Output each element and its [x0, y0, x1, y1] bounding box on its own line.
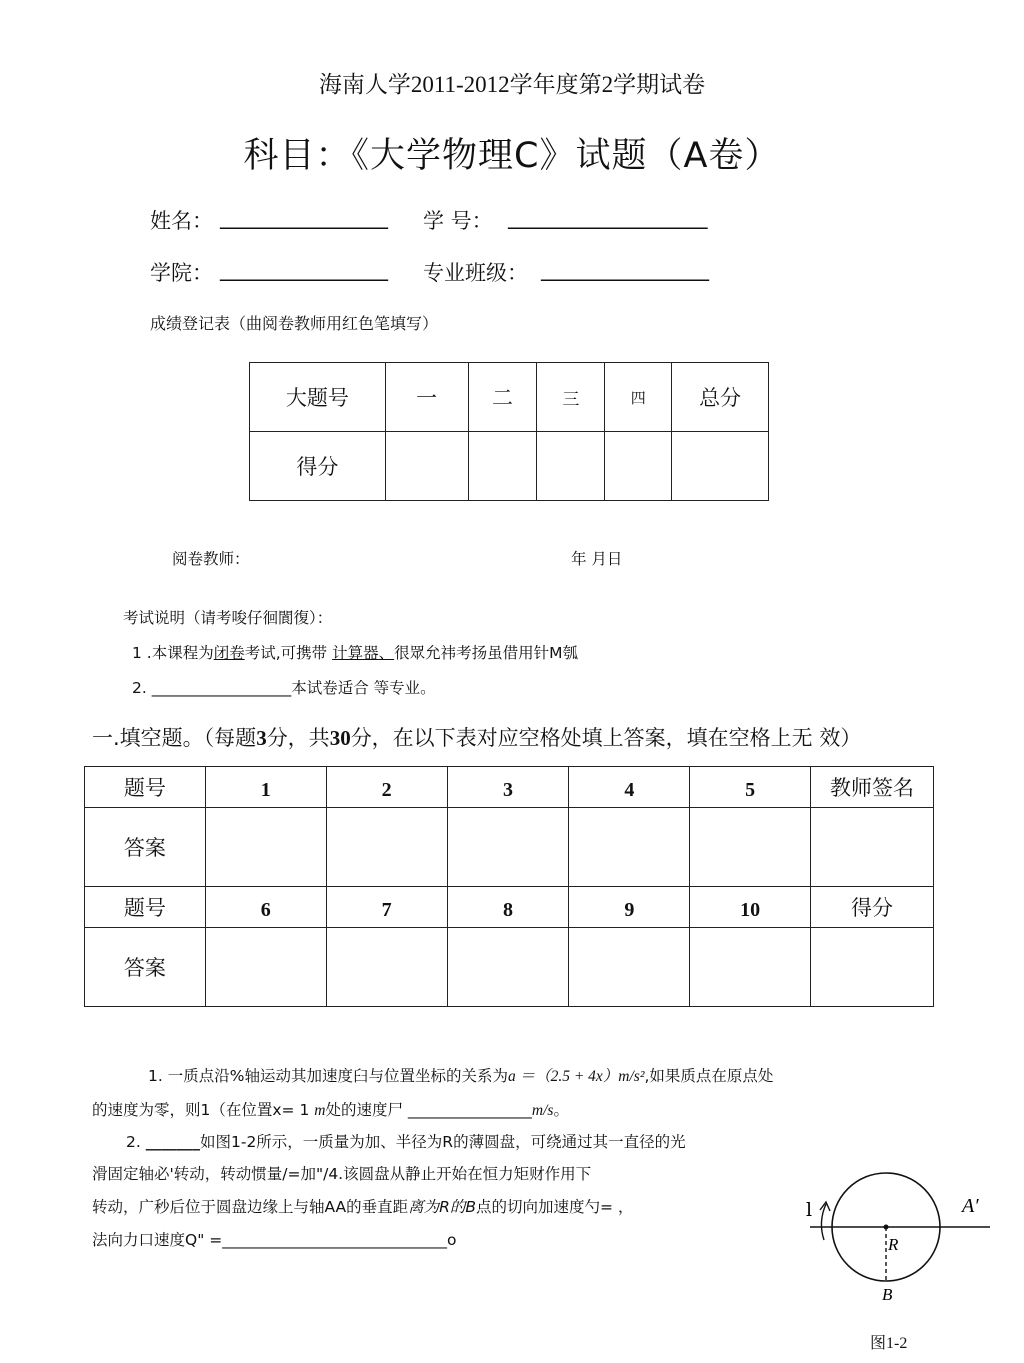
question-number: 3: [447, 767, 569, 808]
q2-blank[interactable]: _______: [145, 1133, 200, 1151]
grade-score-cell[interactable]: [605, 432, 672, 501]
question-number-label: 题号: [85, 887, 206, 928]
figure-1-2-disk: [800, 1160, 1000, 1310]
q1-unit-ms: m/s: [531, 1102, 554, 1119]
instruction-1-calculator: 计算器、: [332, 644, 395, 662]
question-number: 4: [569, 767, 690, 808]
class-label: 专业班级：: [423, 261, 528, 285]
q2-text-4b: o: [447, 1231, 457, 1249]
score-cell[interactable]: [811, 928, 934, 1007]
section-1-total: 30: [329, 726, 351, 750]
rotation-arrow-icon: [821, 1204, 826, 1240]
question-number: 9: [569, 887, 690, 928]
answer-label: 答案: [85, 808, 206, 887]
grade-score-label: 得分: [250, 432, 386, 501]
answer-cell[interactable]: [205, 928, 326, 1007]
grade-header-cell: 三: [537, 363, 605, 432]
grade-header-cell: 一: [385, 363, 468, 432]
answer-cell[interactable]: [690, 808, 811, 887]
grade-score-cell[interactable]: [468, 432, 537, 501]
grade-header-cell: 大题号: [250, 363, 386, 432]
section-1-heading: [92, 722, 861, 752]
instructions-title: 考试说明（请考唆仔徊閬復）：: [123, 609, 333, 627]
section-1-points: 3: [256, 726, 267, 750]
question-number-label: 题号: [85, 767, 206, 808]
college-blank[interactable]: ________________: [220, 257, 388, 281]
answer-label: 答案: [85, 928, 206, 1007]
name-label: 姓名：: [150, 209, 213, 233]
grade-header-cell: 四: [605, 363, 672, 432]
q1-text-a: 1. 一质点沿%轴运动其加速度臼与位置坐标的关系为: [148, 1067, 508, 1085]
question-1-line-1: [148, 1064, 773, 1086]
class-blank[interactable]: ________________: [541, 257, 709, 281]
section-1-heading-suffix: 分，在以下表对应空格处填上答案，填在空格上无 效）: [350, 726, 862, 750]
question-number: 8: [447, 887, 569, 928]
question-number: 10: [690, 887, 811, 928]
answer-cell[interactable]: [326, 808, 447, 887]
instruction-1-suffix: 很眾允祎考扬虽借用针M瓠: [394, 644, 578, 662]
question-2-line-4: [92, 1228, 456, 1250]
answer-cell[interactable]: [326, 928, 447, 1007]
q2-text-4a: 法向力口速度Q" =: [92, 1231, 223, 1249]
instruction-item-1: [132, 641, 578, 663]
label-r: R: [888, 1235, 899, 1254]
q2-text-3-italic: 离为R的B: [408, 1198, 477, 1216]
center-dot: [884, 1225, 889, 1230]
university-title: 海南人学2011-2012学年度第2学期试卷: [318, 72, 706, 97]
teacher-signature-cell[interactable]: [811, 808, 934, 887]
label-axis-left: l: [806, 1199, 813, 1221]
grade-header-cell: 总分: [672, 363, 769, 432]
instruction-2-prefix: 2.: [132, 679, 147, 697]
answer-cell[interactable]: [447, 808, 569, 887]
answer-table: [84, 766, 934, 1007]
instruction-2-blank[interactable]: __________________: [151, 679, 292, 697]
grade-table: [249, 362, 769, 501]
q2-text-3a: 转动，广秒后位于圆盘边缘上与轴AA的垂直距: [92, 1198, 409, 1216]
teacher-signature-label: 教师签名: [811, 767, 934, 808]
q1-text-c: 的速度为零，则1（在位置x= 1: [92, 1101, 315, 1119]
student-id-label: 学 号：: [423, 209, 493, 233]
q2-answer-blank[interactable]: _____________________________: [222, 1231, 447, 1249]
answer-cell[interactable]: [690, 928, 811, 1007]
q1-unit-m: m: [314, 1102, 326, 1119]
question-1-line-2: [92, 1098, 569, 1120]
grader-label: 阅卷教师：: [172, 550, 250, 568]
grade-score-cell[interactable]: [385, 432, 468, 501]
q1-text-d: 处的速度尸 ________________: [325, 1101, 532, 1119]
section-1-heading-prefix: 一.填空题。（每题: [92, 726, 257, 750]
grade-score-cell[interactable]: [672, 432, 769, 501]
name-blank[interactable]: ________________: [220, 205, 388, 229]
q2-prefix: 2.: [126, 1133, 141, 1151]
question-number: 6: [205, 887, 326, 928]
student-id-blank[interactable]: ___________________: [508, 205, 708, 229]
question-number: 1: [205, 767, 326, 808]
answer-cell[interactable]: [569, 928, 690, 1007]
figure-caption: 图1-2: [870, 1335, 908, 1352]
q1-formula: a ＝（2.5 + 4x）m/s²: [507, 1068, 645, 1085]
instruction-1-prefix: 1 .本课程为: [132, 644, 214, 662]
instruction-2-text: 本试卷适合 等专业。: [291, 679, 436, 697]
q1-end: 。: [553, 1101, 569, 1119]
question-number: 5: [690, 767, 811, 808]
instruction-1-closed: 闭卷: [213, 644, 245, 662]
q2-text-3b: 点的切向加速度勺= ，: [476, 1198, 634, 1216]
label-b: B: [882, 1285, 893, 1304]
grade-header-cell: 二: [468, 363, 537, 432]
q2-text-1: 如图1-2所示，一质量为加、半径为R的薄圆盘，可绕通过其一直径的光: [199, 1133, 686, 1151]
grade-score-cell[interactable]: [537, 432, 605, 501]
answer-cell[interactable]: [447, 928, 569, 1007]
subject-title: 科目：《大学物理C》试题（A卷）: [243, 136, 781, 176]
grade-register-note: 成绩登记表（曲阅卷教师用红色笔填写）: [150, 314, 439, 333]
question-number: 2: [326, 767, 447, 808]
q1-text-b: ,如果质点在原点处: [644, 1067, 774, 1085]
answer-cell[interactable]: [205, 808, 326, 887]
instruction-item-2: [132, 676, 436, 698]
question-2-line-3: [92, 1195, 633, 1217]
instruction-1-mid: 考试,可携带: [244, 644, 333, 662]
label-a-prime: A′: [962, 1195, 979, 1217]
college-label: 学院：: [150, 261, 213, 285]
question-2-line-1: [126, 1130, 686, 1152]
score-label: 得分: [811, 887, 934, 928]
grader-date: 年 月日: [571, 550, 623, 568]
question-number: 7: [326, 887, 447, 928]
answer-cell[interactable]: [569, 808, 690, 887]
section-1-heading-mid: 分，共: [266, 726, 330, 750]
question-2-line-2: 滑固定轴必'转动，转动惯量/=加"/4.该圆盘从静止开始在恒力矩财作用下: [92, 1165, 592, 1183]
